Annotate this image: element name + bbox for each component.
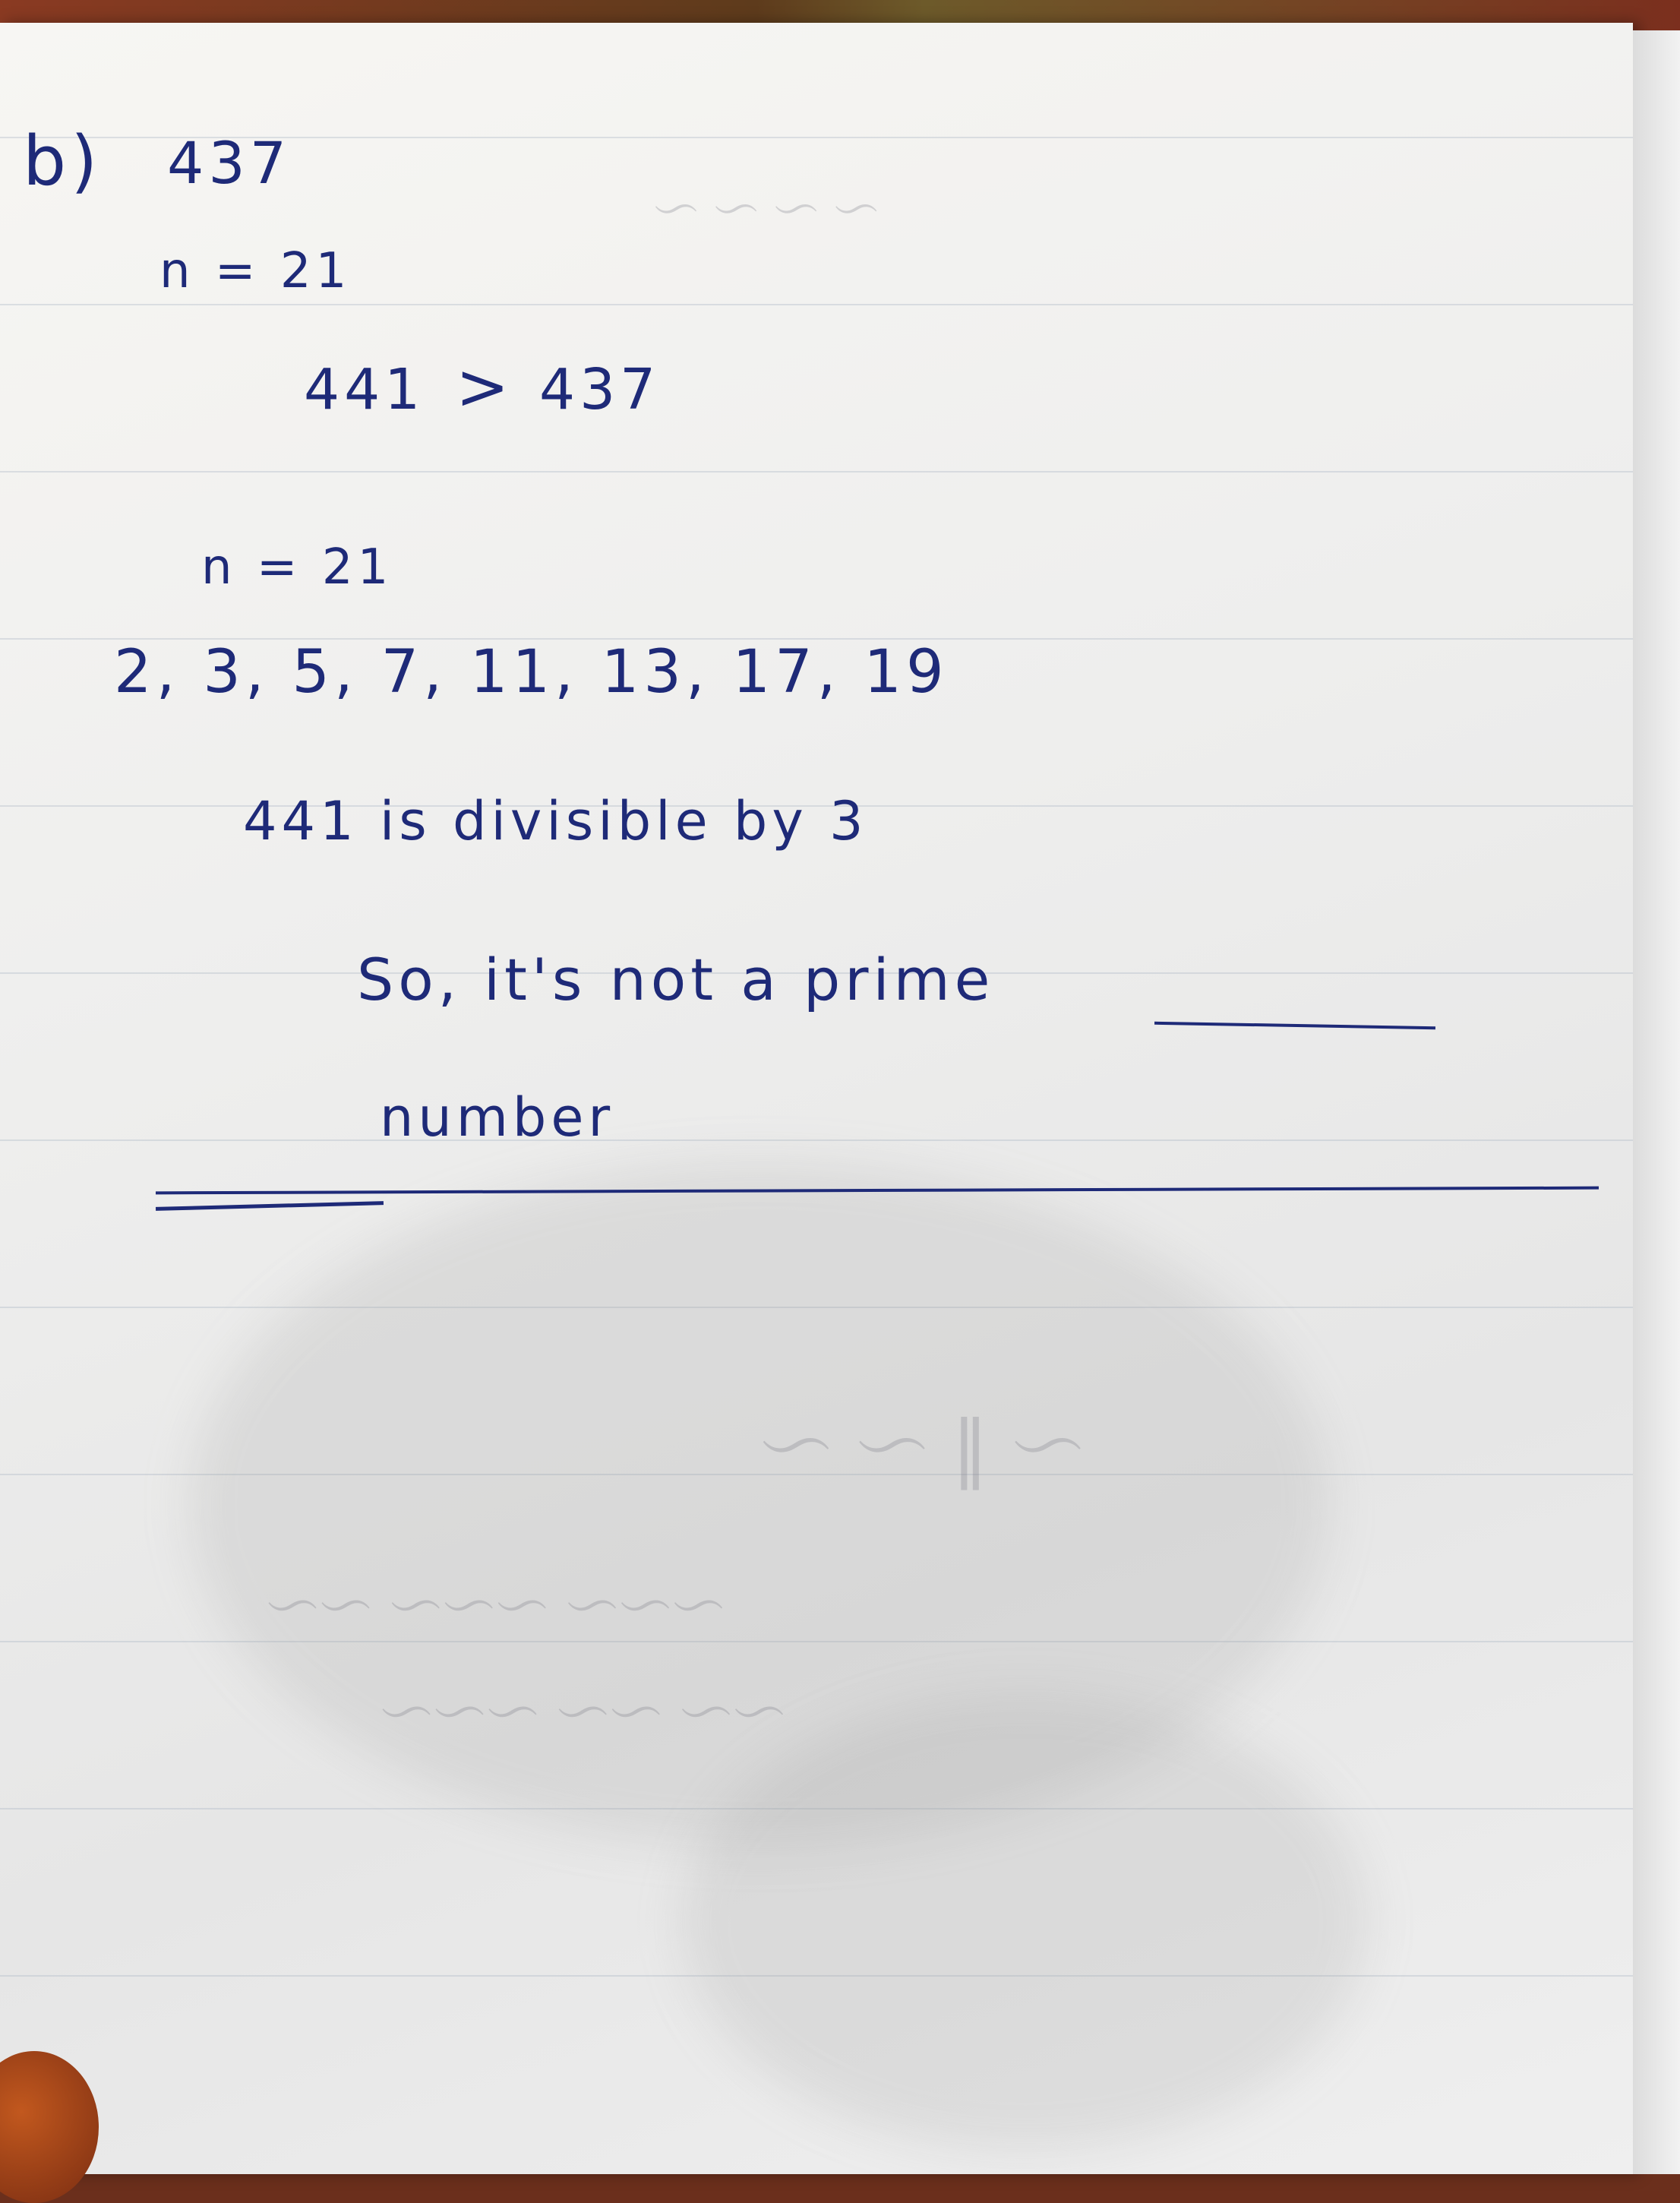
conclusion-line: So, it's not a prime: [357, 946, 995, 1013]
n-value-line: n = 21: [159, 243, 352, 299]
bleed-through-marks: 〜 ‖ 〜 〜: [759, 1405, 1085, 1490]
photo-shadow: [684, 1694, 1367, 2150]
answer-divider-stroke: [156, 1201, 384, 1211]
bleed-through-marks: 〜〜 〜〜 〜〜〜: [380, 1683, 786, 1745]
compare-left: 441: [304, 357, 425, 422]
n-value-line-repeat: n = 21: [201, 539, 393, 596]
conclusion-continuation: number: [380, 1086, 615, 1149]
compare-right: 437: [539, 357, 661, 422]
question-label: b): [23, 122, 103, 201]
ruled-line: [0, 471, 1633, 473]
bleed-through-marks: 〜 〜 〜 〜: [653, 185, 879, 238]
conclusion-underline: [1154, 1022, 1435, 1029]
bleed-through-marks: 〜〜〜 〜〜〜 〜〜: [266, 1576, 725, 1639]
prime-list: 2, 3, 5, 7, 11, 13, 17, 19: [114, 638, 949, 706]
compare-symbol: >: [456, 349, 514, 424]
divisibility-statement: 441 is divisible by 3: [243, 790, 868, 852]
ruled-line: [0, 1139, 1633, 1141]
notebook-page: [0, 23, 1633, 2174]
next-page-edge: [1633, 30, 1680, 2174]
given-number: 437: [167, 129, 292, 197]
ruled-line: [0, 304, 1633, 305]
